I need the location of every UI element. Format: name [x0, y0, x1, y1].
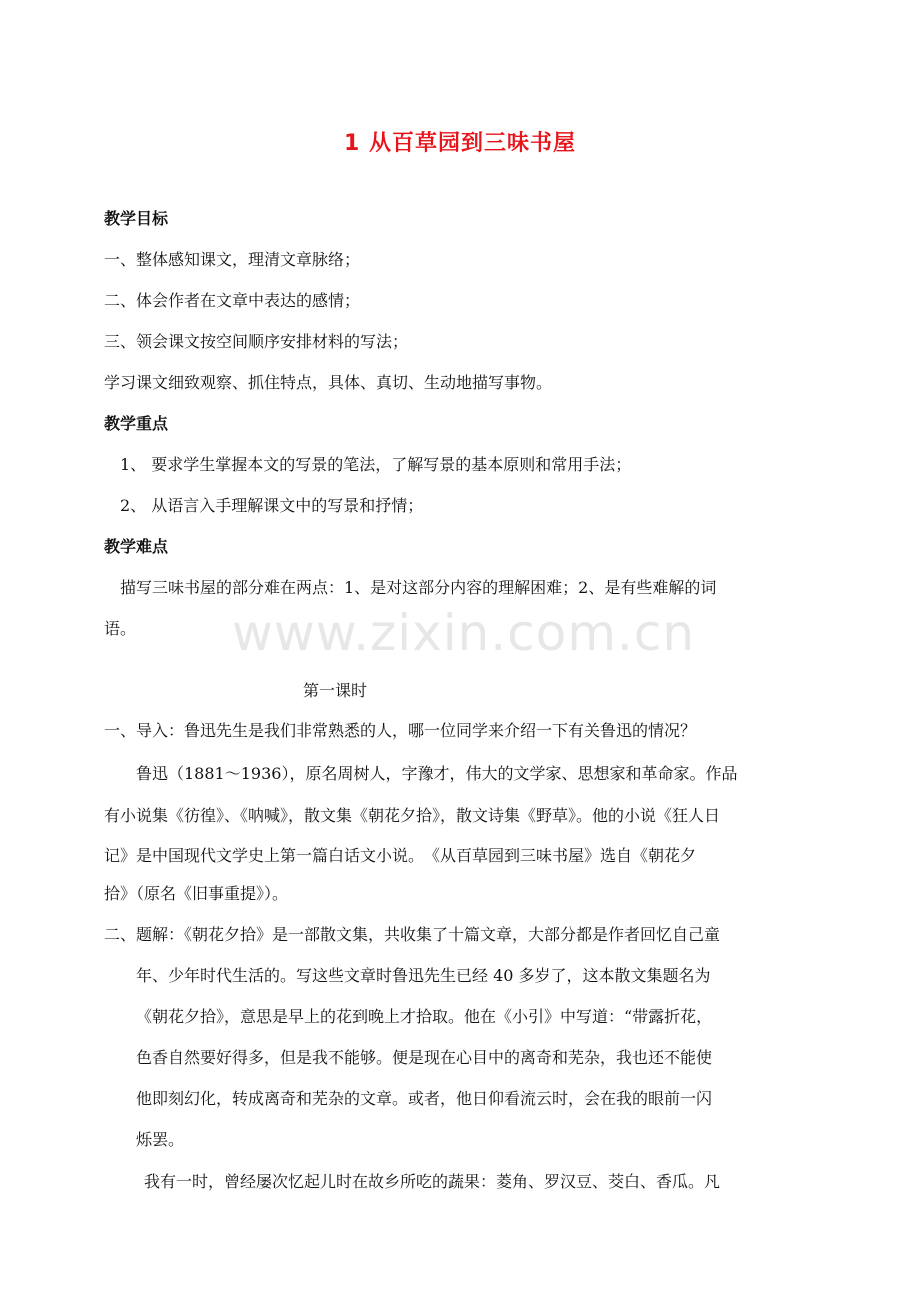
title-explain-line: 二、题解：《朝花夕拾》是一部散文集，共收集了十篇文章，大部分都是作者回忆自己童: [104, 925, 721, 944]
difficulty-line: 语。: [104, 619, 137, 638]
objective-item: 二、体会作者在文章中表达的感情；: [104, 291, 361, 310]
luxun-line: 有小说集《彷徨》、《呐喊》，散文集《朝花夕拾》，散文诗集《野草》。他的小说《狂人日: [104, 806, 721, 825]
difficulties-heading: 教学难点: [104, 537, 169, 556]
objective-item: 学习课文细致观察、抓住特点，具体、真切、生动地描写事物。: [104, 373, 553, 392]
objectives-heading: 教学目标: [104, 209, 169, 228]
title-explain-line: 《朝花夕拾》，意思是早上的花到晚上才拾取。他在《小引》中写道：“带露折花，: [136, 1007, 713, 1026]
title-explain-line: 色香自然要好得多，但是我不能够。便是现在心目中的离奇和芜杂，我也还不能使: [136, 1048, 713, 1067]
luxun-line: 拾》（原名《旧事重提》）。: [104, 884, 289, 903]
objective-item: 一、整体感知课文，理清文章脉络；: [104, 250, 361, 269]
document-title: 1 从百草园到三味书屋: [344, 131, 576, 156]
watermark: www.zixin.com.cn: [232, 604, 696, 662]
lesson-heading: 第一课时: [303, 681, 368, 700]
luxun-line: 鲁迅（1881～1936），原名周树人，字豫才，伟大的文学家、思想家和革命家。作品: [136, 764, 738, 783]
difficulty-line: 描写三味书屋的部分难在两点：1、是对这部分内容的理解困难；2、是有些难解的词: [120, 578, 717, 597]
key-point-item: 2、 从语言入手理解课文中的写景和抒情；: [120, 496, 424, 515]
title-explain-line: 他即刻幻化，转成离奇和芜杂的文章。或者，他日仰看流云时，会在我的眼前一闪: [136, 1089, 713, 1108]
title-explain-line: 年、少年时代生活的。写这些文章时鲁迅先生已经 40 多岁了，这本散文集题名为: [136, 966, 711, 985]
title-explain-line: 烁罢。: [136, 1130, 185, 1149]
key-points-heading: 教学重点: [104, 414, 169, 433]
objective-item: 三、领会课文按空间顺序安排材料的写法；: [104, 332, 409, 351]
key-point-item: 1、 要求学生掌握本文的写景的笔法，了解写景的基本原则和常用手法；: [120, 455, 632, 474]
quote-line: 我有一时，曾经屡次忆起儿时在故乡所吃的蔬果：菱角、罗汉豆、茭白、香瓜。凡: [144, 1172, 721, 1191]
luxun-line: 记》是中国现代文学史上第一篇白话文小说。 《从百草园到三味书屋》选自《朝花夕: [104, 846, 697, 865]
lesson-intro: 一、导入：鲁迅先生是我们非常熟悉的人，哪一位同学来介绍一下有关鲁迅的情况？: [104, 721, 697, 740]
